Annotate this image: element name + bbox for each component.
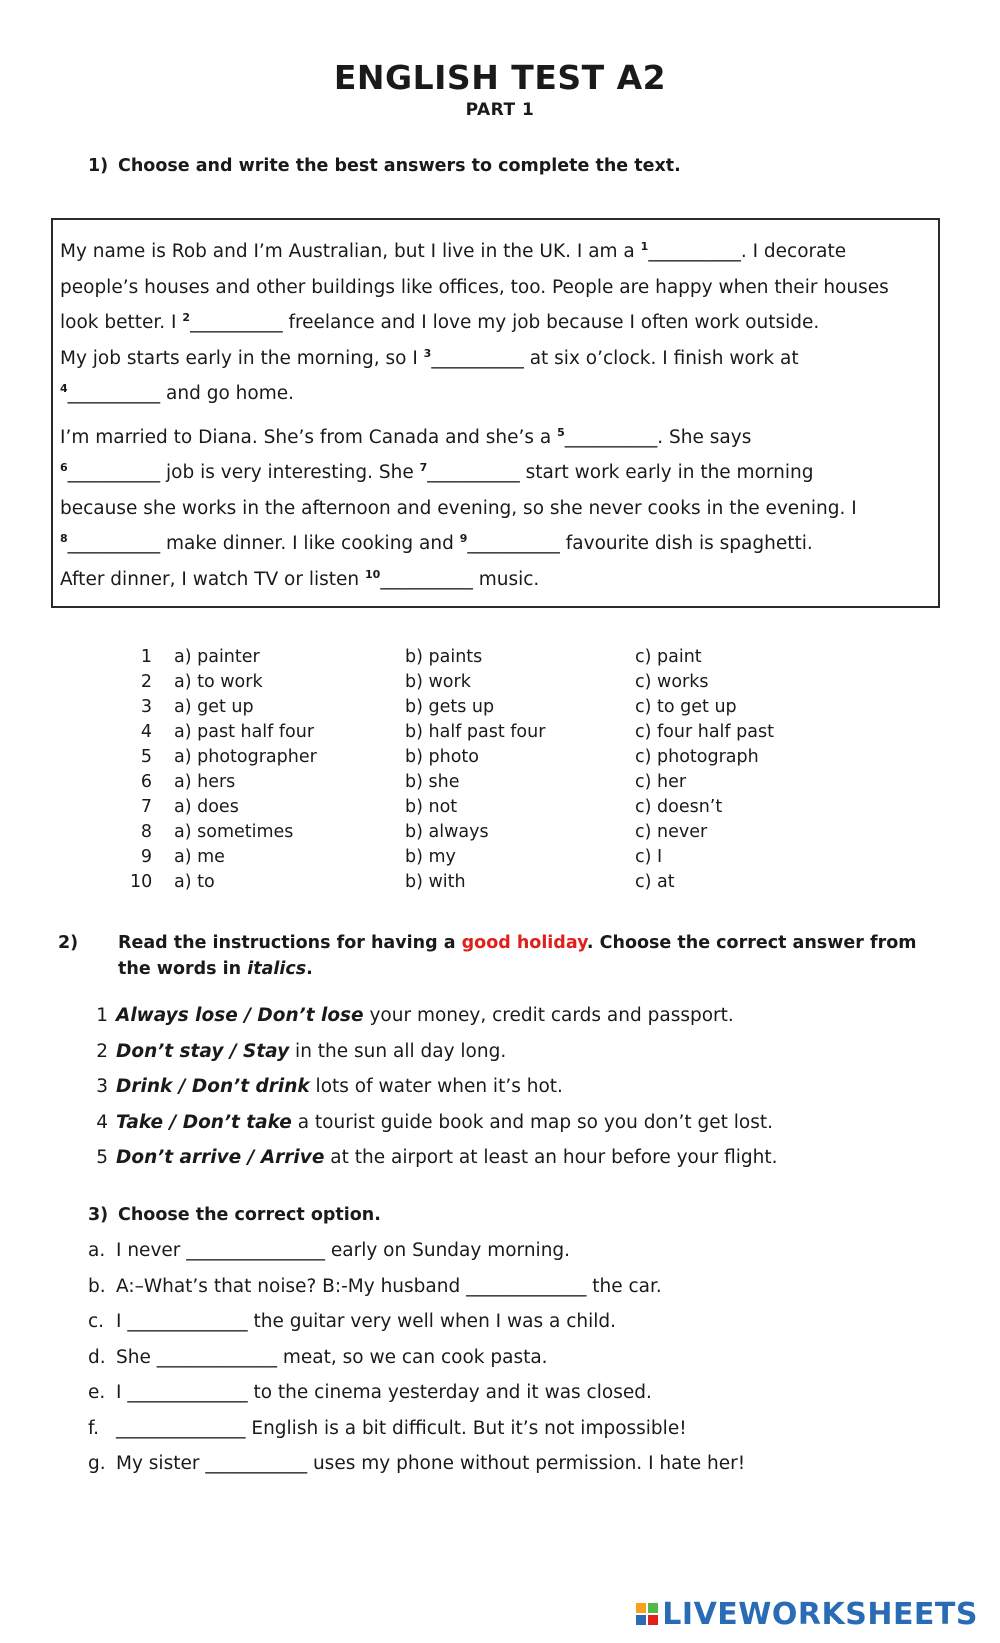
option-a[interactable]: a) painter <box>174 647 260 667</box>
choose-item <box>88 1340 948 1376</box>
answer-blank[interactable]: __________ <box>564 426 658 448</box>
logo-block <box>636 1603 646 1613</box>
option-a[interactable]: a) past half four <box>174 722 315 742</box>
item-text: in the sun all day long. <box>289 1040 507 1062</box>
item-text: a tourist guide book and map so you don’t get lost. <box>291 1111 773 1133</box>
gap-number: 1 <box>640 240 649 253</box>
item-sentence[interactable]: I never _______________ early on Sunday morning. <box>116 1240 571 1261</box>
choose-item <box>88 1304 948 1340</box>
answer-blank[interactable]: __________ <box>467 533 560 554</box>
gap-number: 3 <box>423 346 432 360</box>
option-b[interactable]: b) with <box>405 872 466 892</box>
item-number: 1 <box>96 1005 108 1026</box>
option-number: 8 <box>140 822 152 842</box>
option-a[interactable]: a) sometimes <box>174 822 294 842</box>
answer-options-table <box>130 645 830 895</box>
text-line: I’m married to Diana. She’s from Canada and she’s a $^5$__________. She says <box>60 425 752 448</box>
holiday-item <box>88 1034 948 1070</box>
item-sentence[interactable]: I _____________ the guitar very well when I was a child. <box>116 1311 617 1332</box>
choice-options[interactable]: Take / Don’t take <box>116 1111 292 1133</box>
answer-blank[interactable]: __________ <box>67 533 161 554</box>
choose-option-list <box>88 1233 948 1482</box>
logo-block <box>648 1615 658 1625</box>
option-b[interactable]: b) she <box>405 772 460 792</box>
page-title: ENGLISH TEST A2 <box>333 58 667 97</box>
option-a[interactable]: a) photographer <box>174 747 317 767</box>
option-b[interactable]: b) always <box>405 822 489 842</box>
logo-text: LIVEWORKSHEETS <box>662 1596 978 1632</box>
item-number: 2 <box>96 1040 108 1062</box>
text-line: After dinner, I watch TV or listen $^{10}$__________ music. <box>60 567 540 590</box>
option-a[interactable]: a) to work <box>174 672 263 692</box>
choose-item <box>88 1446 948 1482</box>
answer-blank[interactable]: __________ <box>67 462 161 483</box>
gap-number: 8 <box>60 532 68 545</box>
option-number: 1 <box>140 647 152 667</box>
gap-number: 2 <box>182 311 191 324</box>
item-letter: b. <box>88 1275 106 1297</box>
option-c[interactable]: c) at <box>635 872 675 892</box>
option-number: 10 <box>130 872 153 892</box>
option-row <box>130 845 830 870</box>
option-a[interactable]: a) get up <box>174 697 254 717</box>
option-a[interactable]: a) does <box>174 797 239 817</box>
item-text: lots of water when it’s hot. <box>309 1076 563 1097</box>
text-line: look better. I $^2$__________ freelance and I love my job because I often work outside. <box>60 311 820 333</box>
option-row <box>130 645 830 670</box>
option-number: 2 <box>140 672 152 692</box>
item-sentence[interactable]: My sister ___________ uses my phone without permission. I hate her! <box>116 1453 746 1474</box>
option-b[interactable]: b) not <box>405 797 458 817</box>
text-line: $^8$__________ make dinner. I like cooking and $^9$__________ favourite dish is spaghetti. <box>60 532 813 554</box>
section-2-heading: 2) Read the instructions for having a good holiday. Choose the correct answer from the words in italics. <box>58 933 917 979</box>
option-c[interactable]: c) I <box>635 847 663 867</box>
item-sentence[interactable]: She _____________ meat, so we can cook pasta. <box>116 1346 548 1368</box>
gap-number: 5 <box>557 425 565 439</box>
holiday-item <box>88 1069 948 1105</box>
logo-block <box>636 1615 646 1625</box>
item-text: your money, credit cards and passport. <box>363 1005 734 1026</box>
option-a[interactable]: a) hers <box>174 772 236 792</box>
item-letter: e. <box>88 1382 106 1403</box>
option-number: 4 <box>140 722 152 742</box>
gap-number: 6 <box>60 461 68 474</box>
choose-item <box>88 1375 948 1411</box>
item-number: 5 <box>96 1147 108 1168</box>
text-line: people’s houses and other buildings like offices, too. People are happy when their houses <box>60 276 889 298</box>
section-3-heading: 3) Choose the correct option. <box>88 1205 381 1225</box>
option-c[interactable]: c) four half past <box>635 722 774 742</box>
option-c[interactable]: c) never <box>635 822 708 842</box>
option-row <box>130 720 830 745</box>
option-row <box>130 795 830 820</box>
option-row <box>130 770 830 795</box>
option-row <box>130 745 830 770</box>
option-c[interactable]: c) works <box>635 672 709 692</box>
answer-blank[interactable]: __________ <box>380 568 473 590</box>
item-letter: a. <box>88 1240 106 1261</box>
answer-blank[interactable]: __________ <box>648 241 741 262</box>
item-sentence[interactable]: I _____________ to the cinema yesterday and it was closed. <box>116 1382 652 1403</box>
holiday-item <box>88 1140 948 1176</box>
option-b[interactable]: b) half past four <box>405 722 546 742</box>
item-sentence[interactable]: A:–What’s that noise? B:-My husband _____________ the car. <box>116 1275 662 1297</box>
gap-number: 9 <box>459 532 468 545</box>
highlighted-text: good holiday <box>461 933 587 953</box>
choose-item <box>88 1269 948 1305</box>
option-b[interactable]: b) work <box>405 672 471 692</box>
choice-options[interactable]: Don’t arrive / Arrive <box>116 1147 325 1168</box>
option-c[interactable]: c) her <box>635 772 687 792</box>
option-c[interactable]: c) photograph <box>635 747 759 767</box>
choose-item <box>88 1233 948 1269</box>
logo-block <box>648 1603 658 1613</box>
item-sentence[interactable]: ______________ English is a bit difficult. But it’s not impossible! <box>116 1417 687 1439</box>
choice-options[interactable]: Drink / Don’t drink <box>116 1076 310 1097</box>
option-number: 9 <box>140 847 152 867</box>
section-1-heading <box>88 156 681 176</box>
option-c[interactable]: c) doesn’t <box>635 797 723 817</box>
option-c[interactable]: c) paint <box>635 647 702 667</box>
answer-blank[interactable]: __________ <box>427 462 520 483</box>
holiday-item <box>88 998 948 1034</box>
choose-item <box>88 1411 948 1447</box>
option-c[interactable]: c) to get up <box>635 697 737 717</box>
item-letter: c. <box>88 1311 105 1332</box>
page-subtitle: PART 1 <box>465 100 535 120</box>
option-number: 3 <box>140 697 152 717</box>
option-b[interactable]: b) gets up <box>405 697 495 717</box>
text-line: because she works in the afternoon and evening, so she never cooks in the evening. I <box>60 497 857 519</box>
answer-blank[interactable]: __________ <box>67 383 161 404</box>
text-line: $^4$__________ and go home. <box>60 382 294 404</box>
option-row <box>130 670 830 695</box>
option-a[interactable]: a) to <box>174 872 215 892</box>
text-line: $^6$__________ job is very interesting. She $^7$__________ start work early in the morning <box>60 461 814 483</box>
logo-blocks-icon <box>636 1603 658 1625</box>
option-a[interactable]: a) me <box>174 847 225 867</box>
option-row <box>130 820 830 845</box>
option-number: 6 <box>140 772 152 792</box>
holiday-list <box>88 998 948 1176</box>
section-2 <box>58 930 948 1176</box>
item-number: 3 <box>96 1076 108 1097</box>
gap-number: 4 <box>60 382 68 395</box>
section-1-number: 1) <box>88 156 109 176</box>
item-text: at the airport at least an hour before your flight. <box>324 1147 778 1168</box>
option-b[interactable]: b) paints <box>405 647 483 667</box>
item-letter: g. <box>88 1453 106 1474</box>
option-number: 5 <box>140 747 152 767</box>
option-number: 7 <box>140 797 152 817</box>
answer-blank[interactable]: __________ <box>190 312 283 333</box>
text-line: My name is Rob and I’m Australian, but I live in the UK. I am a $^1$__________. I decorate <box>60 240 847 262</box>
option-row <box>130 870 830 895</box>
holiday-item <box>88 1105 948 1141</box>
choice-options[interactable]: Always lose / Don’t lose <box>116 1005 364 1026</box>
answer-blank[interactable]: __________ <box>431 347 524 369</box>
cloze-text-box <box>51 218 940 608</box>
item-number: 4 <box>96 1111 108 1133</box>
item-letter: d. <box>88 1346 106 1368</box>
option-b[interactable]: b) photo <box>405 747 479 767</box>
section-3 <box>88 1205 948 1482</box>
item-letter: f. <box>88 1417 100 1439</box>
option-b[interactable]: b) my <box>405 847 456 867</box>
section-1-instruction: Choose and write the best answers to complete the text. <box>118 156 681 176</box>
choice-options[interactable]: Don’t stay / Stay <box>116 1040 290 1062</box>
gap-number: 10 <box>365 567 381 581</box>
liveworksheets-logo <box>636 1596 978 1632</box>
gap-number: 7 <box>419 461 428 474</box>
option-row <box>130 695 830 720</box>
text-line: My job starts early in the morning, so I $^3$__________ at six o’clock. I finish work at <box>60 346 799 369</box>
